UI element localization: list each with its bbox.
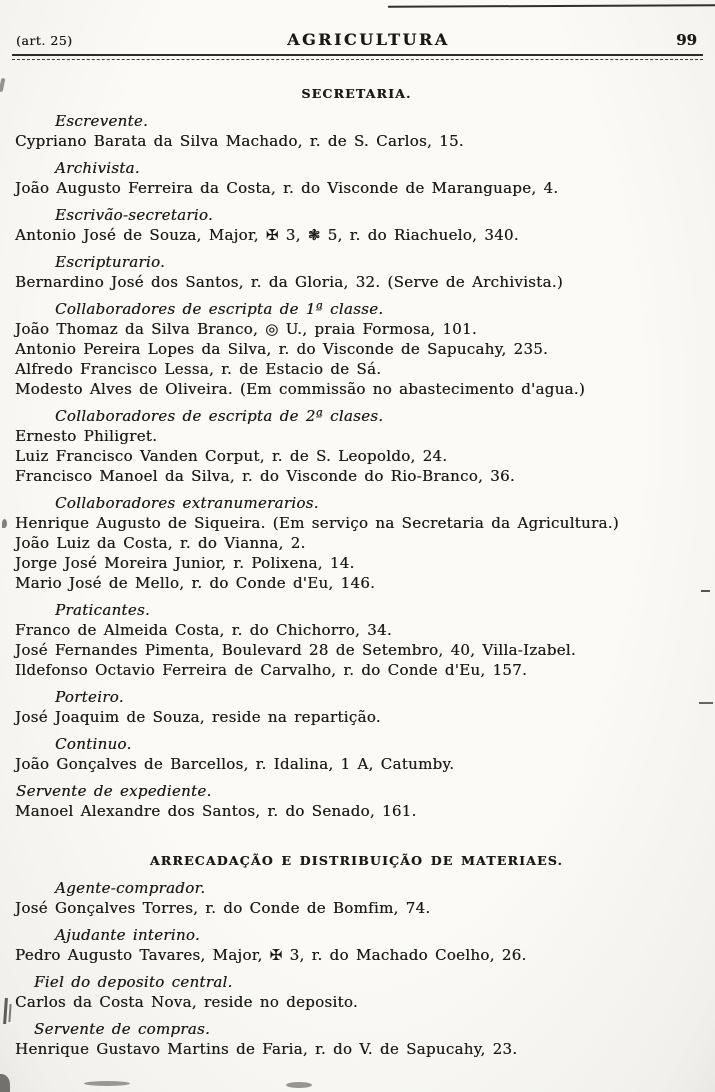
directory-entry — [14, 687, 699, 727]
role-heading: Collaboradores de escripta de 2ª clases. — [55, 407, 384, 425]
directory-entry — [14, 493, 699, 593]
header-rule-solid — [12, 54, 703, 56]
entry-line: Henrique Gustavo Martins de Faria, r. do V. de Sapucahy, 23. — [15, 1040, 518, 1058]
directory-entry — [14, 111, 699, 151]
directory-entry — [14, 600, 699, 680]
entry-line: Antonio José de Souza, Major, ✠ 3, ❃ 5, r. do Riachuelo, 340. — [15, 226, 519, 244]
page-title: AGRICULTURA — [287, 30, 450, 49]
role-heading: Continuo. — [55, 735, 132, 753]
entry-line: José Fernandes Pimenta, Boulevard 28 de Setembro, 40, Villa-Izabel. — [15, 641, 576, 659]
role-heading: Servente de compras. — [34, 1020, 211, 1038]
entry-line: João Thomaz da Silva Branco, ◎ U., praia Formosa, 101. — [15, 320, 477, 338]
role-heading: Escrevente. — [55, 112, 149, 130]
entry-line: João Luiz da Costa, r. do Vianna, 2. — [15, 534, 306, 552]
directory-entry — [14, 925, 699, 965]
directory-entry — [14, 252, 699, 292]
entry-line: Mario José de Mello, r. do Conde d'Eu, 146. — [15, 574, 376, 592]
entry-line: Carlos da Costa Nova, reside no deposito. — [15, 993, 358, 1011]
directory-entry — [14, 299, 699, 399]
role-heading: Archivista. — [55, 159, 140, 177]
role-heading: Escripturario. — [55, 253, 166, 271]
scan-artifact — [701, 590, 710, 592]
entry-line: Luiz Francisco Vanden Corput, r. de S. Leopoldo, 24. — [15, 447, 448, 465]
entry-line: João Augusto Ferreira da Costa, r. do Visconde de Maranguape, 4. — [15, 179, 559, 197]
entry-line: Pedro Augusto Tavares, Major, ✠ 3, r. do Machado Coelho, 26. — [15, 946, 527, 964]
entry-line: Jorge José Moreira Junior, r. Polixena, 14. — [15, 554, 355, 572]
page-content — [0, 60, 715, 1059]
entry-line: Ernesto Philigret. — [15, 427, 158, 445]
directory-entry — [14, 406, 699, 486]
entry-line: Ildefonso Octavio Ferreira de Carvalho, r. do Conde d'Eu, 157. — [15, 661, 528, 679]
role-heading: Escrivão-secretario. — [55, 206, 214, 224]
scan-artifact — [286, 1082, 312, 1088]
scan-artifact — [0, 1074, 10, 1092]
entry-line: Antonio Pereira Lopes da Silva, r. do Visconde de Sapucahy, 235. — [15, 340, 549, 358]
entry-line: João Gonçalves de Barcellos, r. Idalina, 1 A, Catumby. — [15, 755, 455, 773]
entry-line: Manoel Alexandre dos Santos, r. do Senado, 161. — [15, 802, 417, 820]
scan-artifact — [84, 1081, 130, 1086]
role-heading: Porteiro. — [55, 688, 124, 706]
directory-entry — [14, 158, 699, 198]
role-heading: Praticantes. — [55, 601, 151, 619]
section-heading-secretaria: SECRETARIA. — [301, 86, 412, 101]
role-heading: Collaboradores extranumerarios. — [55, 494, 319, 512]
directory-entry — [14, 781, 699, 821]
section-heading-arrecadacao: ARRECADAÇÃO E DISTRIBUIÇÃO DE MATERIAES. — [149, 853, 564, 868]
scan-artifact — [2, 519, 7, 528]
entry-line: Cypriano Barata da Silva Machado, r. de S. Carlos, 15. — [15, 132, 464, 150]
entry-line: Henrique Augusto de Siqueira. (Em serviço na Secretaria da Agricultura.) — [15, 514, 619, 532]
role-heading: Fiel do deposito central. — [34, 973, 233, 991]
page-number: 99 — [676, 31, 697, 49]
role-heading: Collaboradores de escripta de 1ª classe. — [55, 300, 384, 318]
entry-line: José Joaquim de Souza, reside na repartição. — [15, 708, 381, 726]
article-ref: (art. 25) — [16, 33, 73, 48]
role-heading: Ajudante interino. — [55, 926, 200, 944]
directory-entry — [14, 734, 699, 774]
entry-line: Francisco Manoel da Silva, r. do Visconde do Rio-Branco, 36. — [15, 467, 515, 485]
directory-entry — [14, 205, 699, 245]
directory-entry — [14, 878, 699, 918]
entry-line: Alfredo Francisco Lessa, r. de Estacio de Sá. — [15, 360, 382, 378]
directory-entry — [14, 972, 699, 1012]
entry-line: Bernardino José dos Santos, r. da Gloria, 32. (Serve de Archivista.) — [15, 273, 563, 291]
role-heading: Agente-comprador. — [55, 879, 206, 897]
page-header — [0, 0, 715, 49]
entry-line: José Gonçalves Torres, r. do Conde de Bomfim, 74. — [15, 899, 431, 917]
entry-line: Modesto Alves de Oliveira. (Em commissão no abastecimento d'agua.) — [15, 380, 586, 398]
role-heading: Servente de expediente. — [16, 782, 212, 800]
scan-artifact — [699, 702, 713, 704]
directory-entry — [14, 1019, 699, 1059]
entry-line: Franco de Almeida Costa, r. do Chichorro, 34. — [15, 621, 392, 639]
